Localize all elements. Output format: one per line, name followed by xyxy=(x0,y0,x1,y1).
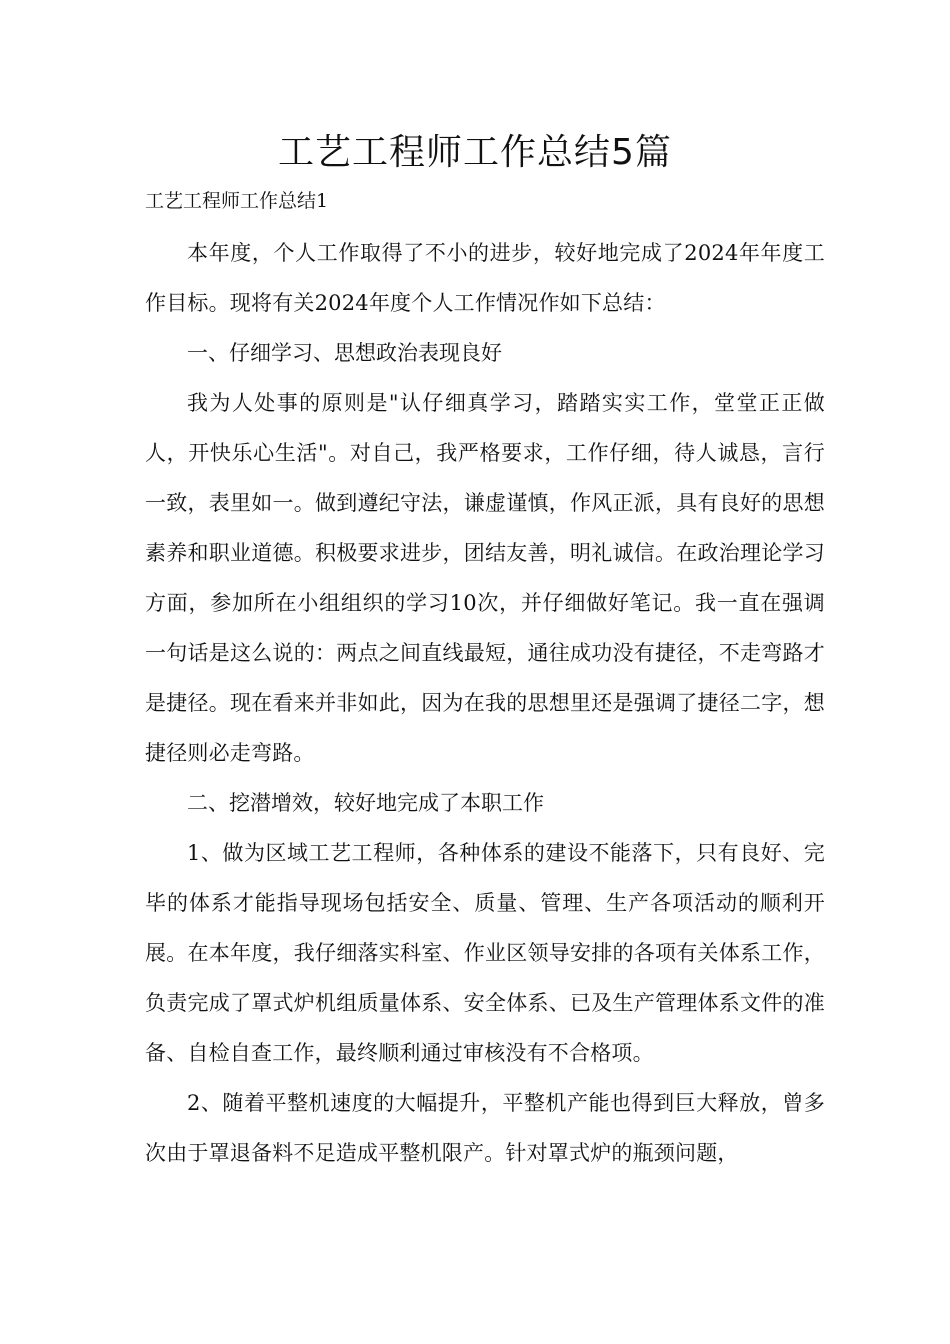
document-title: 工艺工程师工作总结5篇 xyxy=(278,132,672,173)
document-body xyxy=(145,184,825,1178)
section-subtitle: 工艺工程师工作总结1 xyxy=(145,190,329,212)
system-work-paragraph: 1、做为区域工艺工程师，各种体系的建设不能落下，只有良好、完毕的体系才能指导现场包括安全、质量、管理、生产各项活动的顺利开展。在本年度，我仔细落实科室、作业区领导安排的各项有关体系工作，负责完成了罩式炉机组质量体系、安全体系、已及生产管理体系文件的准备、自检自查工作，最终顺利通过审核没有不合格项。 xyxy=(145,841,825,1065)
section-heading-2: 二、挖潜增效，较好地完成了本职工作 xyxy=(187,791,544,815)
capacity-paragraph: 2、随着平整机速度的大幅提升，平整机产能也得到巨大释放，曾多次由于罩退备料不足造成平整机限产。针对罩式炉的瓶颈问题， xyxy=(145,1091,825,1165)
principles-paragraph: 我为人处事的原则是"认仔细真学习，踏踏实实工作，堂堂正正做人，开快乐心生活"。对自己，我严格要求，工作仔细，待人诚恳，言行一致，表里如一。做到遵纪守法，谦虚谨慎，作风正派，具有良好的思想素养和职业道德。积极要求进步，团结友善，明礼诚信。在政治理论学习方面，参加所在小组组织的学习10次，并仔细做好笔记。我一直在强调一句话是这么说的：两点之间直线最短，通往成功没有捷径，不走弯路才是捷径。现在看来并非如此，因为在我的思想里还是强调了捷径二字，想捷径则必走弯路。 xyxy=(145,391,825,765)
section-heading-1: 一、仔细学习、思想政治表现良好 xyxy=(187,341,502,365)
intro-paragraph: 本年度，个人工作取得了不小的进步，较好地完成了2024年年度工作目标。现将有关2024年度个人工作情况作如下总结： xyxy=(145,241,825,315)
